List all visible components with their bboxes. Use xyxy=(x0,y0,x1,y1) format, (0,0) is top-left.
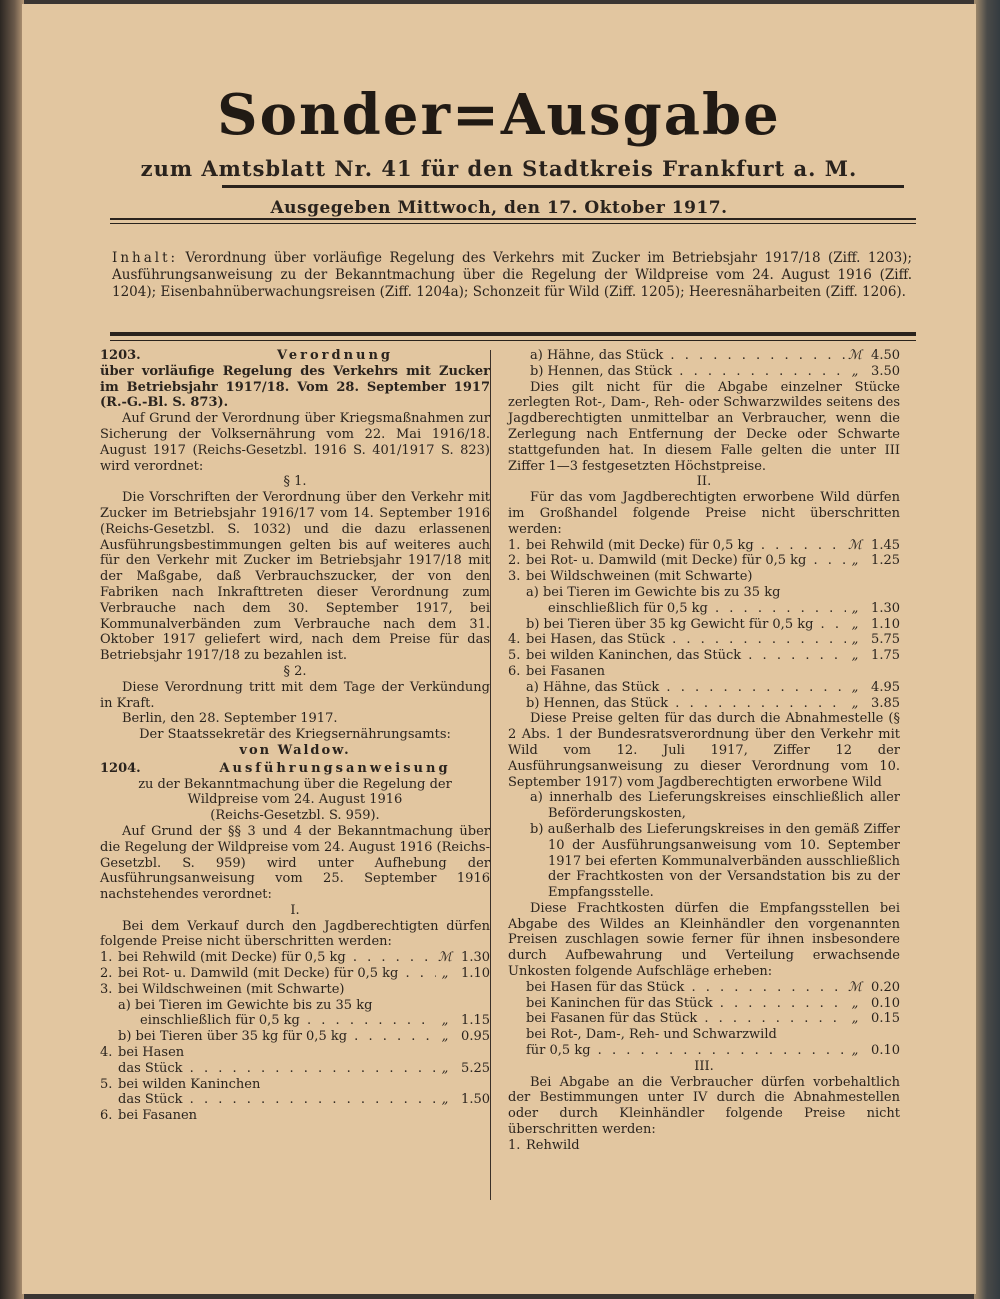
item-price: 1.15 xyxy=(461,1013,490,1029)
item-price: 5.25 xyxy=(461,1060,490,1076)
column-right xyxy=(508,348,900,1154)
price-row xyxy=(508,632,900,648)
document-page xyxy=(22,4,976,1294)
section-1203-subject: über vorläufige Regelung des Verkehrs mit Zucker im Betriebsjahr 1917/18. Vom 28. September 1917 (R.-G.-Bl. S. 873). xyxy=(100,363,490,411)
item-currency: ℳ xyxy=(848,537,862,553)
section-1203-intro: Auf Grund der Verordnung über Kriegsmaßnahmen zur Sicherung der Volksernährung vom 22. Mai 1916/18. August 1917 (Reichs-Gesetzbl. 1916 S. 401/1917 S. 823) wird verordnet: xyxy=(100,411,490,474)
condition-b: b) außerhalb des Lieferungskreises in den gemäß Ziffer 10 der Ausführungsanweisung vom 10. September 1917 bei eferten Kommunalverbänden ausschließlich der Frachtkosten von der Versandstation bis zu der Empfangsstelle. xyxy=(530,821,900,901)
freight-text: Diese Frachtkosten dürfen die Empfangsstellen bei Abgabe des Wildes an Kleinhändler den vorgenannten Preisen zuschlagen sowie ferner für ihnen insbesondere durch Aufbewahrung und Verteilung erwachsende Unkosten folgende Aufschläge erheben: xyxy=(508,900,900,980)
paragraph-1-text: Die Vorschriften der Verordnung über den Verkehr mit Zucker im Betriebsjahr 1916/17 vom 14. September 1916 (Reichs-Gesetzbl. S. 1032) und die dazu erlassenen Ausführungsbestimmungen gelten bis auf weiteres auch für den Verkehr mit Zucker im Betriebsjahr 1917/18 mit der Maßgabe, daß Verbrauchszucker, der von den Fabriken nach Inkrafttreten dieser Verordnung zum Verbrauche nach dem 30. September 1917, bei Kommunalverbänden zum Verbrauche nach dem 31. Oktober 1917 geliefert wird, nach dem Preise für das Betriebsjahr 1917/18 zu bezahlen ist. xyxy=(100,490,490,664)
item-number: 1. xyxy=(100,950,113,966)
item-currency: „ xyxy=(851,695,859,711)
price-row xyxy=(100,982,490,998)
price-subitem: a) bei Tieren im Gewichte bis zu 35 kg xyxy=(526,584,781,600)
item-label: bei Rot- u. Damwild (mit Decke) für 0,5 kg . . . xyxy=(118,966,436,982)
section-title: Ausführungsanweisung xyxy=(219,760,451,776)
roman-heading-2: II. xyxy=(696,474,712,490)
price-row xyxy=(508,569,900,585)
item-price: 4.95 xyxy=(871,679,900,695)
item-currency: „ xyxy=(851,553,859,569)
surcharge-row xyxy=(508,980,900,996)
column-left xyxy=(100,348,490,1124)
item-currency: „ xyxy=(851,995,859,1011)
item-currency: „ xyxy=(851,632,859,648)
book-edge xyxy=(974,0,1000,1299)
paragraph-2-text: Diese Verordnung tritt mit dem Tage der Verkündung in Kraft. xyxy=(100,679,490,711)
roman-2-text: Für das vom Jagdberechtigten erworbene Wild dürfen im Großhandel folgende Preise nicht überschritten werden: xyxy=(508,490,900,537)
item-price: 3.85 xyxy=(871,695,900,711)
item-currency: „ xyxy=(851,363,859,379)
item-number: 3. xyxy=(100,981,113,997)
item-price: 4.50 xyxy=(871,348,900,363)
item-currency: „ xyxy=(441,1029,449,1045)
item-price: 0.10 xyxy=(871,995,900,1011)
price-row xyxy=(100,1061,490,1077)
item-label: bei Fasanen xyxy=(118,1108,198,1124)
rule-top xyxy=(222,185,904,188)
rule-date-2 xyxy=(110,223,916,224)
section-title: Verordnung xyxy=(276,348,394,363)
section-1204-subtitle: zu der Bekanntmachung über die Regelung der Wildpreise vom 24. August 1916 xyxy=(138,776,452,808)
price-subitem: a) bei Tieren im Gewichte bis zu 35 kg xyxy=(118,997,373,1013)
masthead-subtitle: zum Amtsblatt Nr. 41 für den Stadtkreis Frankfurt a. M. xyxy=(140,156,858,181)
item-currency: „ xyxy=(851,1011,859,1027)
price-row xyxy=(100,966,490,982)
condition-a: a) innerhalb des Lieferungskreises einschließlich aller Beförderungskosten, xyxy=(530,790,900,822)
item-number: 1. xyxy=(508,1137,521,1153)
item-label: bei Wildschweinen (mit Schwarte) xyxy=(526,569,753,585)
item-label: bei Rot- u. Damwild (mit Decke) für 0,5 kg . . . xyxy=(526,553,846,569)
item-label: das Stück . . . xyxy=(118,1061,436,1077)
price-row xyxy=(508,553,900,569)
item-label: bei Fasanen für das Stück . . . xyxy=(526,1011,846,1027)
item-price: 1.50 xyxy=(461,1092,490,1108)
price-row xyxy=(100,1108,490,1124)
contents-text: Verordnung über vorläufige Regelung des Verkehrs mit Zucker im Betriebsjahr 1917/18 (Ziff. 1203); Ausführungsanweisung zu der Bekanntmachung über die Regelung der Wildpreise vom 24. August 1916 (Ziff. 1204); Eisenbahnüberwachungsreisen (Ziff. 1204a); Schonzeit für Wild (Ziff. 1205); Heeresnäharbeiten (Ziff. 1206). xyxy=(112,250,912,300)
surcharge-row xyxy=(508,1043,900,1059)
item-price: 0.95 xyxy=(461,1029,490,1045)
item-number: 2. xyxy=(100,966,113,982)
item-label: b) bei Tieren über 35 kg Gewicht für 0,5 kg . . . xyxy=(526,617,846,633)
item-label: b) Hennen, das Stück . . . xyxy=(530,364,846,380)
item-number: 3. xyxy=(508,569,521,585)
price-row xyxy=(508,648,900,664)
rule-contents-1 xyxy=(110,332,916,336)
item-number: 4. xyxy=(100,1045,113,1061)
item-label: bei Hasen für das Stück . . . xyxy=(526,980,846,996)
exception-note: Dies gilt nicht für die Abgabe einzelner Stücke zerlegten Rot-, Dam-, Reh- oder Schwarzwildes seitens des Jagdberechtigten unmittelbar an Verbraucher, wenn die Zerlegung nach Entfernung der Decke oder Schwarte stattgefunden hat. In diesem Falle gelten die unter III Ziffer 1—3 festgesetzten Höchstpreise. xyxy=(508,379,900,474)
item-number: 6. xyxy=(508,663,521,679)
item-label: bei wilden Kaninchen xyxy=(118,1076,261,1092)
item-label: bei Hasen xyxy=(118,1045,185,1061)
item-label: einschließlich für 0,5 kg . . . xyxy=(140,1013,436,1029)
item-price: 1.45 xyxy=(871,537,900,553)
item-label: Rehwild xyxy=(526,1137,580,1153)
section-1204-intro: Auf Grund der §§ 3 und 4 der Bekanntmachung über die Regelung der Wildpreise vom 24. August 1916 (Reichs-Gesetzbl. S. 959) wird unter Aufhebung der Ausführungsanweisung vom 25. September 1916 nachstehendes verordnet: xyxy=(100,823,490,903)
item-label: bei Wildschweinen (mit Schwarte) xyxy=(118,981,345,997)
item-label: bei Fasanen xyxy=(526,663,606,679)
item-label: bei Kaninchen für das Stück . . . xyxy=(526,996,846,1012)
roman-1-text: Bei dem Verkauf durch den Jagdberechtigten dürfen folgende Preise nicht überschritten werden: xyxy=(100,918,490,950)
item-label: das Stück . . . xyxy=(118,1092,436,1108)
item-number: 5. xyxy=(508,648,521,664)
item-currency: „ xyxy=(851,600,859,616)
item-currency: „ xyxy=(441,1013,449,1029)
price-row xyxy=(508,1138,900,1154)
item-number: 5. xyxy=(100,1076,113,1092)
column-divider xyxy=(490,350,491,1200)
signature-name: von Waldow. xyxy=(239,742,351,758)
section-number: 1203. xyxy=(100,348,141,363)
item-price: 5.75 xyxy=(871,632,900,648)
item-number: 1. xyxy=(508,537,521,553)
roman-heading-3: III. xyxy=(694,1058,714,1074)
item-label: bei Rehwild (mit Decke) für 0,5 kg . . . xyxy=(526,538,846,554)
price-row xyxy=(100,1092,490,1108)
contents-summary xyxy=(112,250,912,301)
item-number: 6. xyxy=(100,1108,113,1124)
item-price: 0.10 xyxy=(871,1043,900,1059)
price-row xyxy=(508,617,900,633)
rule-date-1 xyxy=(110,218,916,220)
item-currency: „ xyxy=(441,1092,449,1108)
surcharge-label: bei Rot-, Dam-, Reh- und Schwarzwild xyxy=(526,1027,777,1043)
item-currency: „ xyxy=(851,679,859,695)
price-row xyxy=(508,348,900,364)
item-price: 1.10 xyxy=(461,966,490,982)
item-price: 1.10 xyxy=(871,616,900,632)
rule-contents-2 xyxy=(110,340,916,341)
surcharge-row xyxy=(508,1011,900,1027)
signature-place-date: Berlin, den 28. September 1917. xyxy=(122,711,338,727)
roman-3-text: Bei Abgabe an die Verbraucher dürfen vorbehaltlich der Bestimmungen unter IV durch die Abnahmestellen oder durch Kleinhändler folgende Preise nicht überschritten werden: xyxy=(508,1074,900,1138)
item-price: 0.15 xyxy=(871,1011,900,1027)
item-price: 1.75 xyxy=(871,648,900,664)
item-currency: „ xyxy=(441,966,449,982)
price-row xyxy=(508,664,900,680)
roman-heading-1: I. xyxy=(290,902,300,918)
section-1204-heading xyxy=(100,761,490,777)
paragraph-1-heading: § 1. xyxy=(283,474,307,490)
price-row xyxy=(100,1077,490,1093)
paragraph-2-heading: § 2. xyxy=(283,663,307,679)
price-row xyxy=(508,601,900,617)
price-row xyxy=(100,1045,490,1061)
signature-office: Der Staatssekretär des Kriegsernährungsamts: xyxy=(139,727,451,743)
price-row xyxy=(508,680,900,696)
masthead-title: Sonder=Ausgabe xyxy=(217,82,781,148)
item-price: 1.30 xyxy=(871,600,900,616)
item-label: b) bei Tieren über 35 kg für 0,5 kg . . . xyxy=(118,1029,436,1045)
price-row xyxy=(508,696,900,712)
item-label: a) Hähne, das Stück . . . xyxy=(526,680,846,696)
item-currency: „ xyxy=(851,648,859,664)
item-currency: ℳ xyxy=(438,950,452,966)
price-row xyxy=(508,538,900,554)
issue-date: Ausgegeben Mittwoch, den 17. Oktober 1917. xyxy=(270,198,728,218)
item-label: für 0,5 kg . . . xyxy=(526,1043,846,1059)
price-row xyxy=(100,1013,490,1029)
section-number: 1204. xyxy=(100,760,141,776)
item-label: einschließlich für 0,5 kg . . . xyxy=(548,601,846,617)
price-row xyxy=(508,364,900,380)
item-label: bei Rehwild (mit Decke) für 0,5 kg . . . xyxy=(118,950,436,966)
contents-label: Inhalt: xyxy=(112,250,179,266)
section-1204-reference: (Reichs-Gesetzbl. S. 959). xyxy=(210,808,380,824)
item-price: 0.20 xyxy=(871,979,900,995)
item-price: 1.30 xyxy=(461,950,490,966)
item-currency: „ xyxy=(851,1043,859,1059)
item-currency: „ xyxy=(851,616,859,632)
book-spine xyxy=(0,0,24,1299)
item-price: 3.50 xyxy=(871,363,900,379)
price-row xyxy=(100,1029,490,1045)
item-currency: ℳ xyxy=(848,979,862,995)
item-label: bei wilden Kaninchen, das Stück . . . xyxy=(526,648,846,664)
item-price: 1.25 xyxy=(871,553,900,569)
item-currency: „ xyxy=(441,1060,449,1076)
surcharge-row xyxy=(508,996,900,1012)
item-number: 4. xyxy=(508,632,521,648)
price-row xyxy=(100,950,490,966)
item-label: a) Hähne, das Stück . . . xyxy=(530,348,846,364)
item-label: b) Hennen, das Stück . . . xyxy=(526,696,846,712)
section-1203-heading xyxy=(100,348,490,364)
item-number: 2. xyxy=(508,553,521,569)
prices-validity-text: Diese Preise gelten für das durch die Abnahmestelle (§ 2 Abs. 1 der Bundesratsverordnung über den Verkehr mit Wild vom 12. Juli 1917, Ziffer 12 der Ausführungsanweisung zu dieser Verordnung vom 10. September 1917) vom Jagdberechtigten erworbene Wild xyxy=(508,711,900,790)
item-label: bei Hasen, das Stück . . . xyxy=(526,632,846,648)
item-currency: ℳ xyxy=(848,348,862,363)
